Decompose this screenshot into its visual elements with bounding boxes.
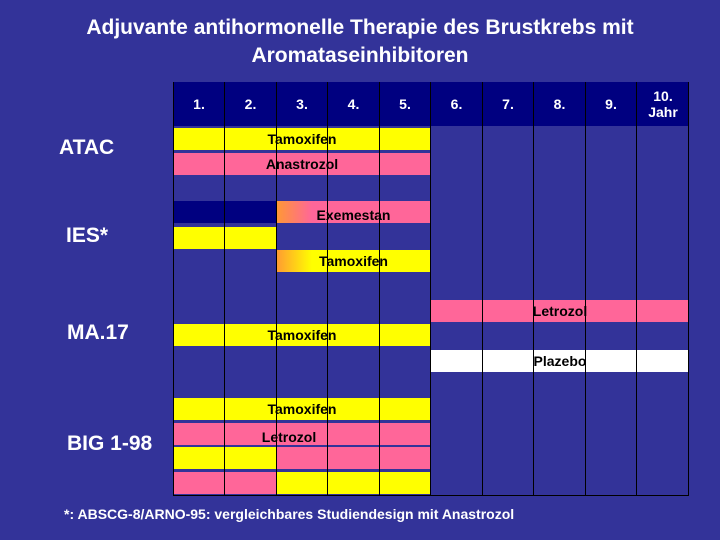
grid-line (533, 82, 534, 496)
grid-line (482, 82, 483, 496)
ma17-plazebo-label: Plazebo (533, 353, 587, 369)
study-label-ies: IES* (66, 224, 109, 247)
ma17-letrozol-label: Letrozol (532, 303, 588, 319)
big-letrozol-label: Letrozol (261, 429, 317, 445)
study-label-atac: ATAC (59, 136, 115, 159)
year-1-label: 1. (193, 96, 205, 112)
atac-anastrozol-label: Anastrozol (265, 156, 339, 172)
big-letrozol-then-tamoxifen-b (276, 472, 431, 494)
ies-tamoxifen-label: Tamoxifen (319, 253, 388, 269)
year-3-label: 3. (296, 96, 308, 112)
year-6-label: 6. (450, 96, 463, 112)
ma17-tamoxifen-label: Tamoxifen (267, 327, 337, 343)
grid-bottom-line (173, 495, 689, 496)
big-tamoxifen-label: Tamoxifen (267, 401, 337, 417)
atac-tamoxifen-label: Tamoxifen (267, 131, 337, 147)
big-tamoxifen-then-letrozol-b (276, 447, 431, 469)
ies-exemestan-label: Exemestan (316, 207, 391, 223)
slide-title: Adjuvante antihormonelle Therapie des Brustkrebs mit Aromataseinhibitoren (86, 16, 634, 67)
footnote: *: ABSCG-8/ARNO-95: vergleichbares Studiendesign mit Anastrozol (64, 506, 515, 522)
grid-line (688, 82, 689, 496)
study-label-ma17: MA.17 (67, 321, 129, 344)
year-5-label: 5. (399, 96, 411, 112)
year-10-label: 10. Jahr (648, 88, 678, 120)
year-4-label: 4. (347, 96, 360, 112)
year-7-label: 7. (502, 96, 514, 112)
year-8-label: 8. (553, 96, 566, 112)
year-2-label: 2. (244, 96, 257, 112)
grid-line (585, 82, 586, 496)
study-design-grid (173, 82, 689, 496)
year-9-label: 9. (605, 96, 617, 112)
study-label-big: BIG 1-98 (67, 432, 153, 455)
grid-line (636, 82, 637, 496)
